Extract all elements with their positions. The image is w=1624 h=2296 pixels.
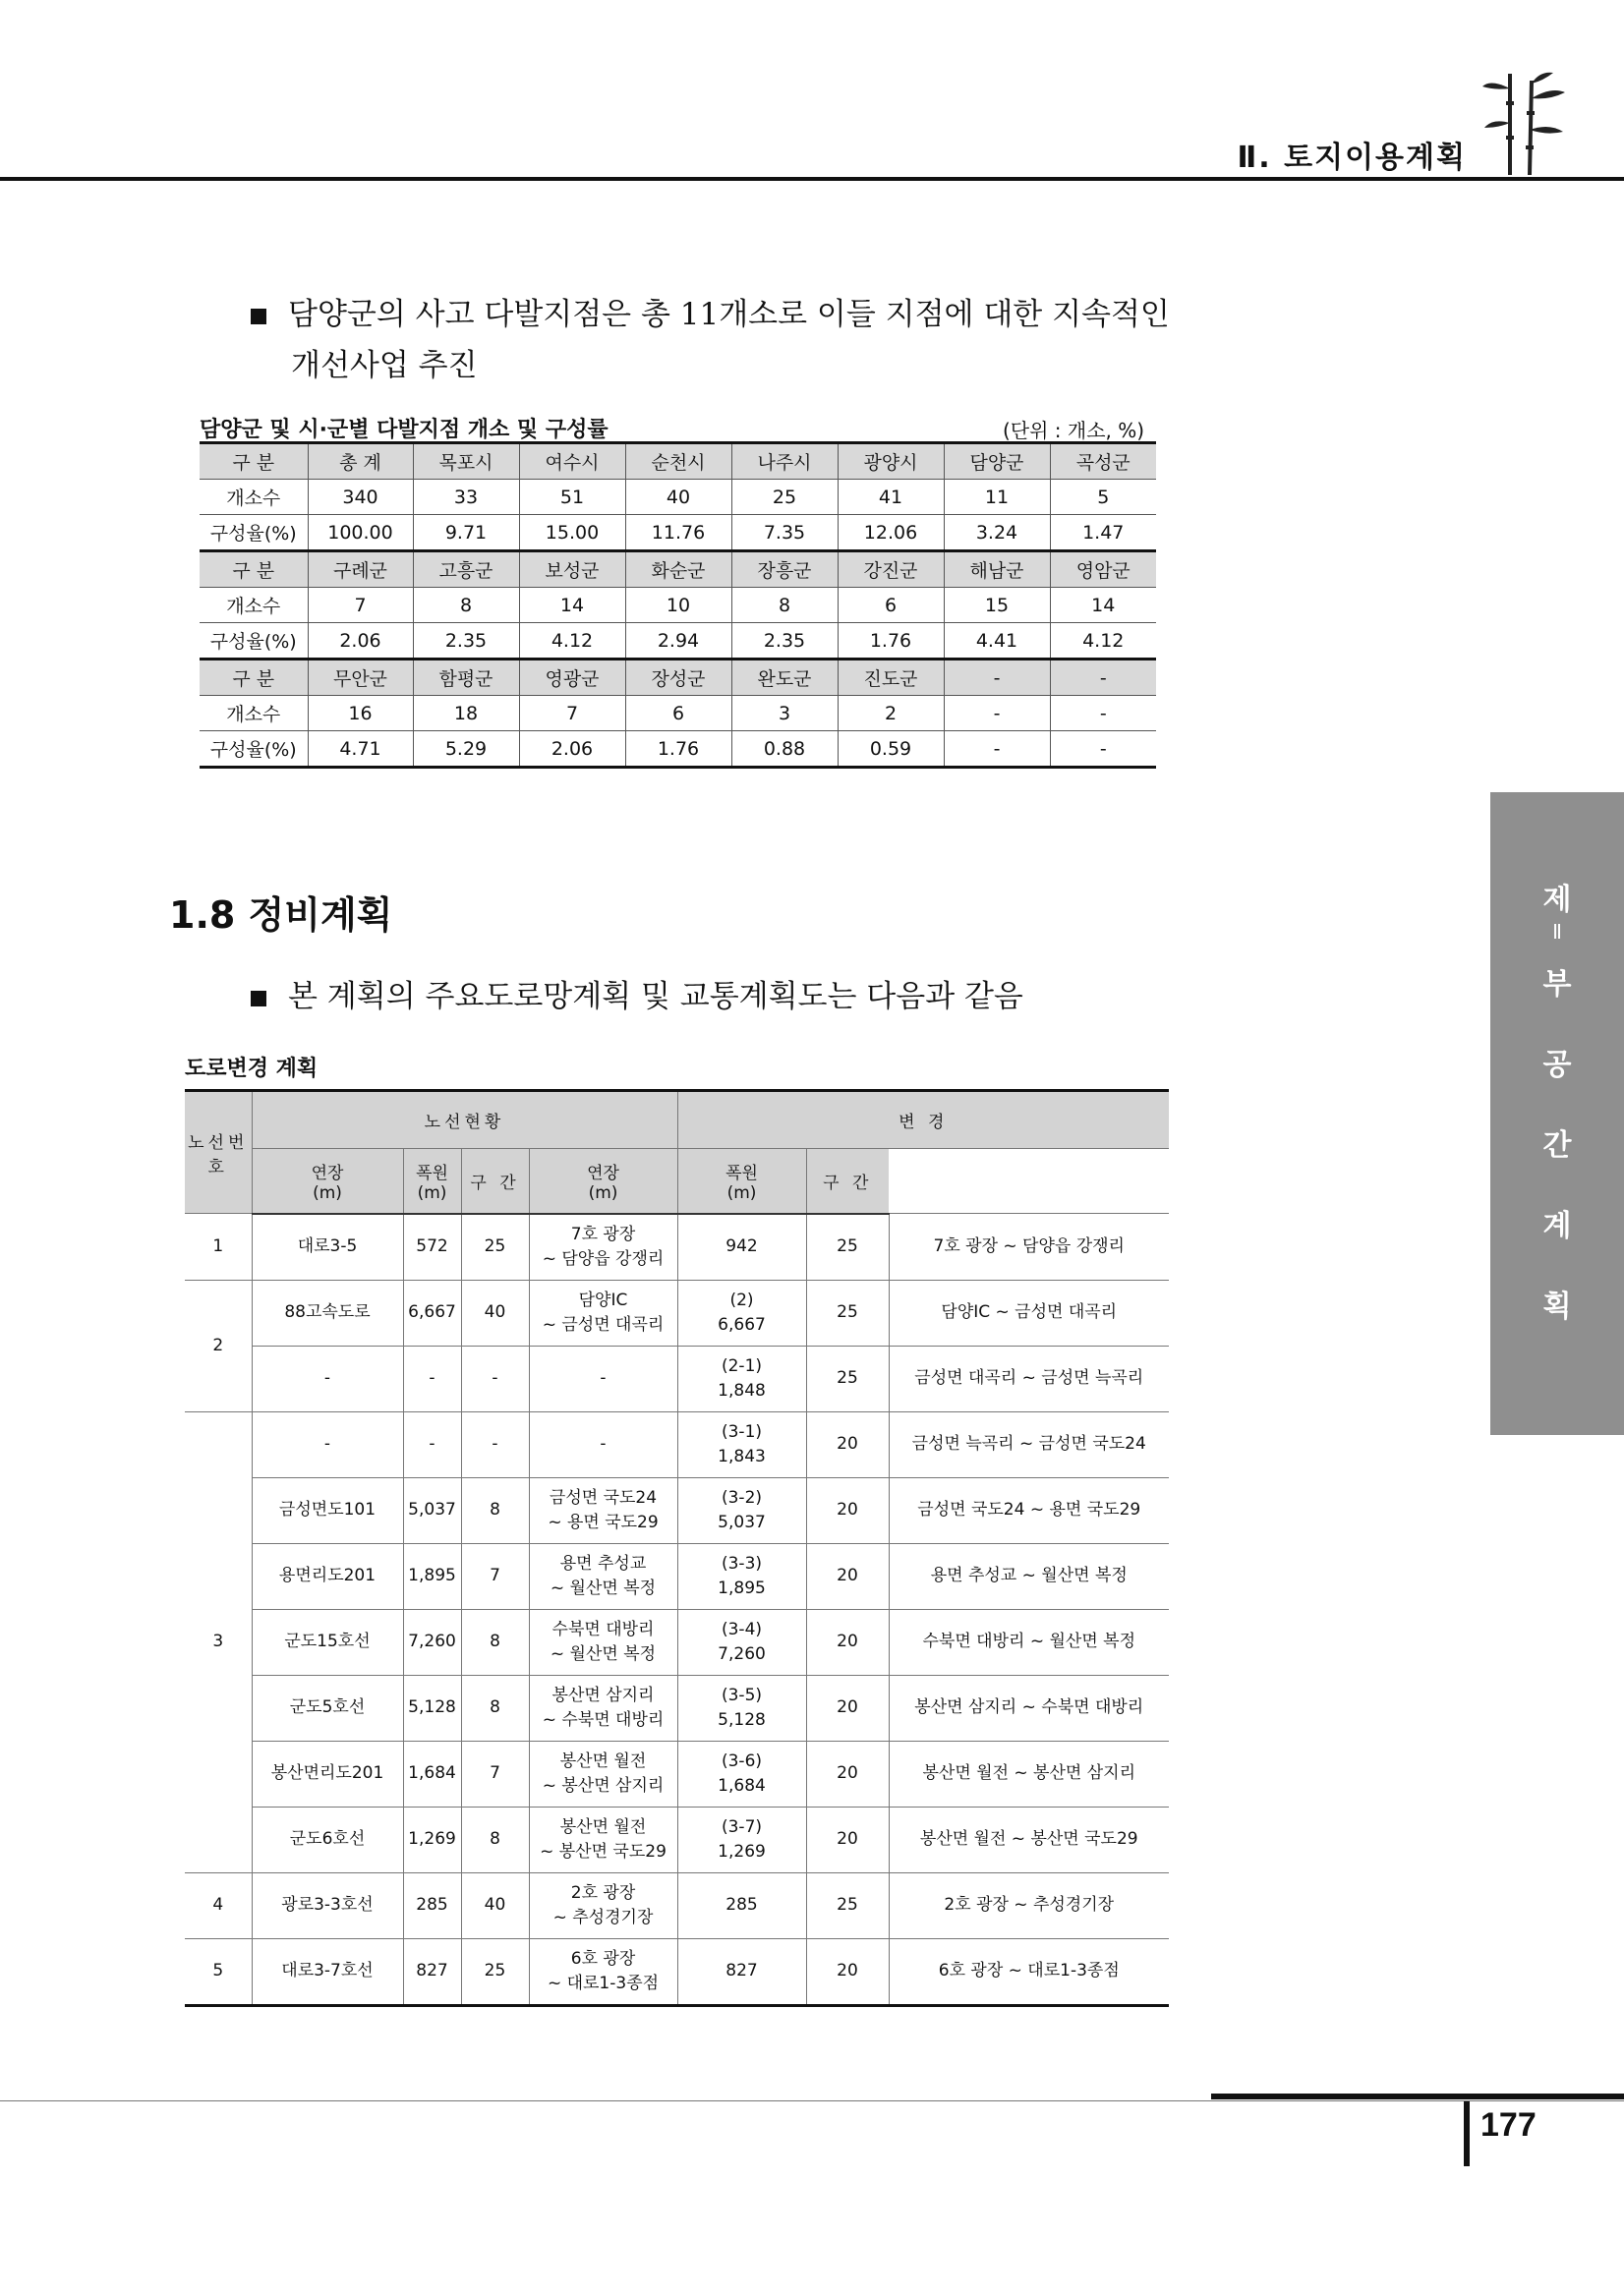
table-row bbox=[185, 1807, 1169, 1872]
table1-cell: 나주시 bbox=[731, 443, 838, 480]
table1-cell: 15 bbox=[944, 588, 1050, 623]
table1-ratio-row bbox=[200, 731, 1156, 768]
route-section: 2호 광장 ~ 추성경기장 bbox=[529, 1872, 677, 1938]
new-width: 20 bbox=[806, 1675, 889, 1741]
table1-cell: 4.71 bbox=[308, 731, 413, 768]
route-width: 8 bbox=[461, 1807, 529, 1872]
change-header: 변 경 bbox=[677, 1091, 1169, 1149]
route-section: 봉산면 월전 ~ 봉산면 국도29 bbox=[529, 1807, 677, 1872]
table1-cell: 14 bbox=[1050, 588, 1156, 623]
section-header: 구 간 bbox=[461, 1149, 529, 1214]
table1-count-row bbox=[200, 480, 1156, 515]
route-section: 용면 추성교 ~ 월산면 복정 bbox=[529, 1543, 677, 1609]
table1-cell: 진도군 bbox=[838, 660, 944, 696]
table1-cell: 33 bbox=[413, 480, 519, 515]
table-row bbox=[185, 1543, 1169, 1609]
new-length: 827 bbox=[677, 1938, 806, 2005]
new-width: 20 bbox=[806, 1741, 889, 1807]
route-name: - bbox=[252, 1346, 403, 1411]
side-tab-char: 계 bbox=[1542, 1209, 1572, 1243]
new-width: 20 bbox=[806, 1609, 889, 1675]
table1-row-label: 구 분 bbox=[200, 660, 308, 696]
table1-ratio-row bbox=[200, 623, 1156, 660]
accident-hotspot-table bbox=[200, 441, 1156, 769]
page-number: 177 bbox=[1480, 2106, 1537, 2144]
width-header: 폭원 (m) bbox=[403, 1149, 461, 1214]
route-width: 40 bbox=[461, 1872, 529, 1938]
side-tab-char: 공 bbox=[1542, 1048, 1572, 1082]
table1-cell: 14 bbox=[519, 588, 625, 623]
new-length: (3-6) 1,684 bbox=[677, 1741, 806, 1807]
table1-caption: 담양군 및 시·군별 다발지점 개소 및 구성률 bbox=[200, 418, 609, 442]
intro-bullet bbox=[251, 289, 1170, 391]
table1-cell: 장흥군 bbox=[731, 551, 838, 588]
table1-cell: 2 bbox=[838, 696, 944, 731]
new-section: 금성면 국도24 ~ 용면 국도29 bbox=[889, 1477, 1169, 1543]
table1-cell: 4.41 bbox=[944, 623, 1050, 660]
route-length: 1,269 bbox=[403, 1807, 461, 1872]
new-width: 25 bbox=[806, 1872, 889, 1938]
route-name: 군도5호선 bbox=[252, 1675, 403, 1741]
new-length: (2) 6,667 bbox=[677, 1280, 806, 1346]
route-name: 용면리도201 bbox=[252, 1543, 403, 1609]
new-width: 20 bbox=[806, 1938, 889, 2005]
table-row bbox=[185, 1280, 1169, 1346]
route-section: 6호 광장 ~ 대로1-3종점 bbox=[529, 1938, 677, 2005]
table1-cell: 11.76 bbox=[625, 515, 731, 551]
new-section: 봉산면 월전 ~ 봉산면 삼지리 bbox=[889, 1741, 1169, 1807]
table1-ratio-row bbox=[200, 515, 1156, 551]
intro-bullet-line2: 개선사업 추진 bbox=[291, 348, 478, 383]
new-length: (3-2) 5,037 bbox=[677, 1477, 806, 1543]
intro-bullet-line1: 담양군의 사고 다발지점은 총 11개소로 이들 지점에 대한 지속적인 bbox=[288, 297, 1170, 332]
plan-bullet bbox=[251, 971, 1023, 1022]
table1-cell: 1.76 bbox=[625, 731, 731, 768]
road-change-plan-table bbox=[185, 1089, 1169, 2007]
table1-cell: 광양시 bbox=[838, 443, 944, 480]
table1-header-row bbox=[200, 443, 1156, 480]
table1-unit: (단위 : 개소, %) bbox=[1003, 419, 1145, 442]
table1-cell: - bbox=[944, 660, 1050, 696]
new-width: 20 bbox=[806, 1411, 889, 1477]
route-section: 7호 광장 ~ 담양읍 강쟁리 bbox=[529, 1214, 677, 1281]
table1-cell: 2.35 bbox=[731, 623, 838, 660]
table1-cell: 18 bbox=[413, 696, 519, 731]
route-section: - bbox=[529, 1411, 677, 1477]
plan-bullet-text: 본 계획의 주요도로망계획 및 교통계획도는 다음과 같음 bbox=[288, 979, 1023, 1014]
route-number: 5 bbox=[185, 1938, 252, 2005]
table1-cell: 16 bbox=[308, 696, 413, 731]
new-length: 942 bbox=[677, 1214, 806, 1281]
route-width: 25 bbox=[461, 1938, 529, 2005]
side-tab-char: 간 bbox=[1542, 1128, 1572, 1163]
new-length: (2-1) 1,848 bbox=[677, 1346, 806, 1411]
table1-row-label: 구 분 bbox=[200, 551, 308, 588]
route-length: 572 bbox=[403, 1214, 461, 1281]
table1-cell: 무안군 bbox=[308, 660, 413, 696]
route-width: 40 bbox=[461, 1280, 529, 1346]
new-section: 금성면 대곡리 ~ 금성면 늑곡리 bbox=[889, 1346, 1169, 1411]
table1-row-label: 개소수 bbox=[200, 480, 308, 515]
table1-cell: 2.94 bbox=[625, 623, 731, 660]
route-width: 8 bbox=[461, 1609, 529, 1675]
route-length: 1,684 bbox=[403, 1741, 461, 1807]
table1-cell: 총 계 bbox=[308, 443, 413, 480]
route-section: 담양IC ~ 금성면 대곡리 bbox=[529, 1280, 677, 1346]
side-tab-char: 획 bbox=[1542, 1290, 1572, 1324]
new-width-header: 폭원 (m) bbox=[677, 1149, 806, 1214]
new-width: 25 bbox=[806, 1214, 889, 1281]
table1-cell: 41 bbox=[838, 480, 944, 515]
table-row bbox=[185, 1675, 1169, 1741]
new-section: 7호 광장 ~ 담양읍 강쟁리 bbox=[889, 1214, 1169, 1281]
new-length: (3-7) 1,269 bbox=[677, 1807, 806, 1872]
route-length: - bbox=[403, 1346, 461, 1411]
table1-cell: 여수시 bbox=[519, 443, 625, 480]
route-length: 5,128 bbox=[403, 1675, 461, 1741]
table1-cell: 해남군 bbox=[944, 551, 1050, 588]
table1-cell: 강진군 bbox=[838, 551, 944, 588]
table1-cell: 51 bbox=[519, 480, 625, 515]
table1-cell: 11 bbox=[944, 480, 1050, 515]
running-header-title: Ⅱ. 토지이용계획 bbox=[1237, 141, 1467, 175]
route-width: - bbox=[461, 1411, 529, 1477]
table-row bbox=[185, 1346, 1169, 1411]
route-section: 수북면 대방리 ~ 월산면 복정 bbox=[529, 1609, 677, 1675]
new-section: 금성면 늑곡리 ~ 금성면 국도24 bbox=[889, 1411, 1169, 1477]
route-width: 7 bbox=[461, 1543, 529, 1609]
table1-cell: - bbox=[1050, 660, 1156, 696]
side-chapter-tab bbox=[1490, 792, 1624, 1435]
route-length: 1,895 bbox=[403, 1543, 461, 1609]
table-row bbox=[185, 1609, 1169, 1675]
page-number-bar bbox=[1464, 2101, 1470, 2166]
route-no-header: 노선번호 bbox=[185, 1091, 252, 1214]
table1-cell: 영광군 bbox=[519, 660, 625, 696]
new-length-header: 연장 (m) bbox=[529, 1149, 677, 1214]
route-length: 7,260 bbox=[403, 1609, 461, 1675]
table1-header-row bbox=[200, 660, 1156, 696]
new-section: 담양IC ~ 금성면 대곡리 bbox=[889, 1280, 1169, 1346]
new-width: 20 bbox=[806, 1543, 889, 1609]
table1-cell: - bbox=[1050, 731, 1156, 768]
table1-cell: 15.00 bbox=[519, 515, 625, 551]
route-number: 1 bbox=[185, 1214, 252, 1281]
table1-cell: 보성군 bbox=[519, 551, 625, 588]
new-length: (3-5) 5,128 bbox=[677, 1675, 806, 1741]
table1-cell: 목포시 bbox=[413, 443, 519, 480]
route-name: 금성면도101 bbox=[252, 1477, 403, 1543]
table1-cell: 340 bbox=[308, 480, 413, 515]
table1-cell: 담양군 bbox=[944, 443, 1050, 480]
section-title: 1.8 정비계획 bbox=[169, 893, 393, 937]
route-length: 827 bbox=[403, 1938, 461, 2005]
table1-cell: 영암군 bbox=[1050, 551, 1156, 588]
route-length: 5,037 bbox=[403, 1477, 461, 1543]
route-name: 대로3-7호선 bbox=[252, 1938, 403, 2005]
table1-cell: 12.06 bbox=[838, 515, 944, 551]
length-header: 연장 (m) bbox=[252, 1149, 403, 1214]
new-section: 봉산면 월전 ~ 봉산면 국도29 bbox=[889, 1807, 1169, 1872]
route-width: - bbox=[461, 1346, 529, 1411]
table1-cell: 4.12 bbox=[519, 623, 625, 660]
table1-cell: 5.29 bbox=[413, 731, 519, 768]
route-length: 6,667 bbox=[403, 1280, 461, 1346]
new-length: (3-3) 1,895 bbox=[677, 1543, 806, 1609]
square-bullet-icon bbox=[251, 991, 266, 1006]
table1-cell: 장성군 bbox=[625, 660, 731, 696]
table1-cell: 곡성군 bbox=[1050, 443, 1156, 480]
route-name: - bbox=[252, 1411, 403, 1477]
table-row bbox=[185, 1938, 1169, 2005]
header-rule bbox=[0, 177, 1624, 181]
route-width: 8 bbox=[461, 1675, 529, 1741]
table1-cell: 7.35 bbox=[731, 515, 838, 551]
table1-cell: - bbox=[944, 696, 1050, 731]
route-name: 군도15호선 bbox=[252, 1609, 403, 1675]
table1-cell: 화순군 bbox=[625, 551, 731, 588]
table1-row-label: 구성율(%) bbox=[200, 623, 308, 660]
side-tab-char: 부 bbox=[1542, 967, 1572, 1002]
table1-cell: 25 bbox=[731, 480, 838, 515]
table1-cell: 0.88 bbox=[731, 731, 838, 768]
route-section: - bbox=[529, 1346, 677, 1411]
route-name: 봉산면리도201 bbox=[252, 1741, 403, 1807]
table1-cell: 6 bbox=[838, 588, 944, 623]
table1-cell: 7 bbox=[519, 696, 625, 731]
route-name: 대로3-5 bbox=[252, 1214, 403, 1281]
table1-cell: 함평군 bbox=[413, 660, 519, 696]
new-section: 용면 추성교 ~ 월산면 복정 bbox=[889, 1543, 1169, 1609]
table1-cell: 7 bbox=[308, 588, 413, 623]
new-length: (3-4) 7,260 bbox=[677, 1609, 806, 1675]
route-section: 봉산면 삼지리 ~ 수북면 대방리 bbox=[529, 1675, 677, 1741]
new-section: 봉산면 삼지리 ~ 수북면 대방리 bbox=[889, 1675, 1169, 1741]
footer-rule bbox=[0, 2100, 1624, 2101]
table1-cell: 1.76 bbox=[838, 623, 944, 660]
new-width: 20 bbox=[806, 1807, 889, 1872]
table2-caption: 도로변경 계획 bbox=[185, 1057, 319, 1081]
table1-cell: 완도군 bbox=[731, 660, 838, 696]
side-tab-char: Ⅱ bbox=[1552, 920, 1562, 944]
bamboo-icon bbox=[1480, 69, 1569, 177]
table-row bbox=[185, 1477, 1169, 1543]
table1-cell: 4.12 bbox=[1050, 623, 1156, 660]
route-width: 7 bbox=[461, 1741, 529, 1807]
table1-count-row bbox=[200, 696, 1156, 731]
table1-cell: 2.35 bbox=[413, 623, 519, 660]
table1-row-label: 개소수 bbox=[200, 696, 308, 731]
table-row bbox=[185, 1741, 1169, 1807]
square-bullet-icon bbox=[251, 309, 266, 324]
new-width: 25 bbox=[806, 1280, 889, 1346]
route-name: 광로3-3호선 bbox=[252, 1872, 403, 1938]
table-row bbox=[185, 1411, 1169, 1477]
table1-cell: 40 bbox=[625, 480, 731, 515]
table1-cell: 100.00 bbox=[308, 515, 413, 551]
route-length: 285 bbox=[403, 1872, 461, 1938]
table1-cell: 고흥군 bbox=[413, 551, 519, 588]
table1-cell: - bbox=[944, 731, 1050, 768]
table1-cell: 8 bbox=[731, 588, 838, 623]
route-width: 25 bbox=[461, 1214, 529, 1281]
current-status-header: 노선현황 bbox=[252, 1091, 677, 1149]
table1-cell: 6 bbox=[625, 696, 731, 731]
table1-cell: 구례군 bbox=[308, 551, 413, 588]
new-length: 285 bbox=[677, 1872, 806, 1938]
new-width: 20 bbox=[806, 1477, 889, 1543]
new-section-header: 구 간 bbox=[806, 1149, 889, 1214]
new-section: 수북면 대방리 ~ 월산면 복정 bbox=[889, 1609, 1169, 1675]
table1-row-label: 구성율(%) bbox=[200, 515, 308, 551]
table-row bbox=[185, 1214, 1169, 1281]
table1-row-label: 구성율(%) bbox=[200, 731, 308, 768]
route-number: 2 bbox=[185, 1280, 252, 1411]
table1-row-label: 개소수 bbox=[200, 588, 308, 623]
route-name: 군도6호선 bbox=[252, 1807, 403, 1872]
route-width: 8 bbox=[461, 1477, 529, 1543]
route-number: 4 bbox=[185, 1872, 252, 1938]
route-section: 봉산면 월전 ~ 봉산면 삼지리 bbox=[529, 1741, 677, 1807]
table1-cell: 9.71 bbox=[413, 515, 519, 551]
route-section: 금성면 국도24 ~ 용면 국도29 bbox=[529, 1477, 677, 1543]
side-tab-char: 제 bbox=[1542, 883, 1572, 917]
route-number: 3 bbox=[185, 1411, 252, 1872]
new-width: 25 bbox=[806, 1346, 889, 1411]
table1-cell: 8 bbox=[413, 588, 519, 623]
new-section: 2호 광장 ~ 추성경기장 bbox=[889, 1872, 1169, 1938]
table1-cell: 1.47 bbox=[1050, 515, 1156, 551]
footer-rule-thick bbox=[1211, 2094, 1624, 2099]
table1-cell: 0.59 bbox=[838, 731, 944, 768]
table1-cell: 3.24 bbox=[944, 515, 1050, 551]
route-length: - bbox=[403, 1411, 461, 1477]
table1-cell: - bbox=[1050, 696, 1156, 731]
new-section: 6호 광장 ~ 대로1-3종점 bbox=[889, 1938, 1169, 2005]
table1-header-row bbox=[200, 551, 1156, 588]
table1-cell: 10 bbox=[625, 588, 731, 623]
table1-cell: 2.06 bbox=[519, 731, 625, 768]
table1-cell: 2.06 bbox=[308, 623, 413, 660]
table1-cell: 3 bbox=[731, 696, 838, 731]
new-length: (3-1) 1,843 bbox=[677, 1411, 806, 1477]
table1-cell: 5 bbox=[1050, 480, 1156, 515]
table1-row-label: 구 분 bbox=[200, 443, 308, 480]
table1-count-row bbox=[200, 588, 1156, 623]
route-name: 88고속도로 bbox=[252, 1280, 403, 1346]
table-row bbox=[185, 1872, 1169, 1938]
table1-cell: 순천시 bbox=[625, 443, 731, 480]
